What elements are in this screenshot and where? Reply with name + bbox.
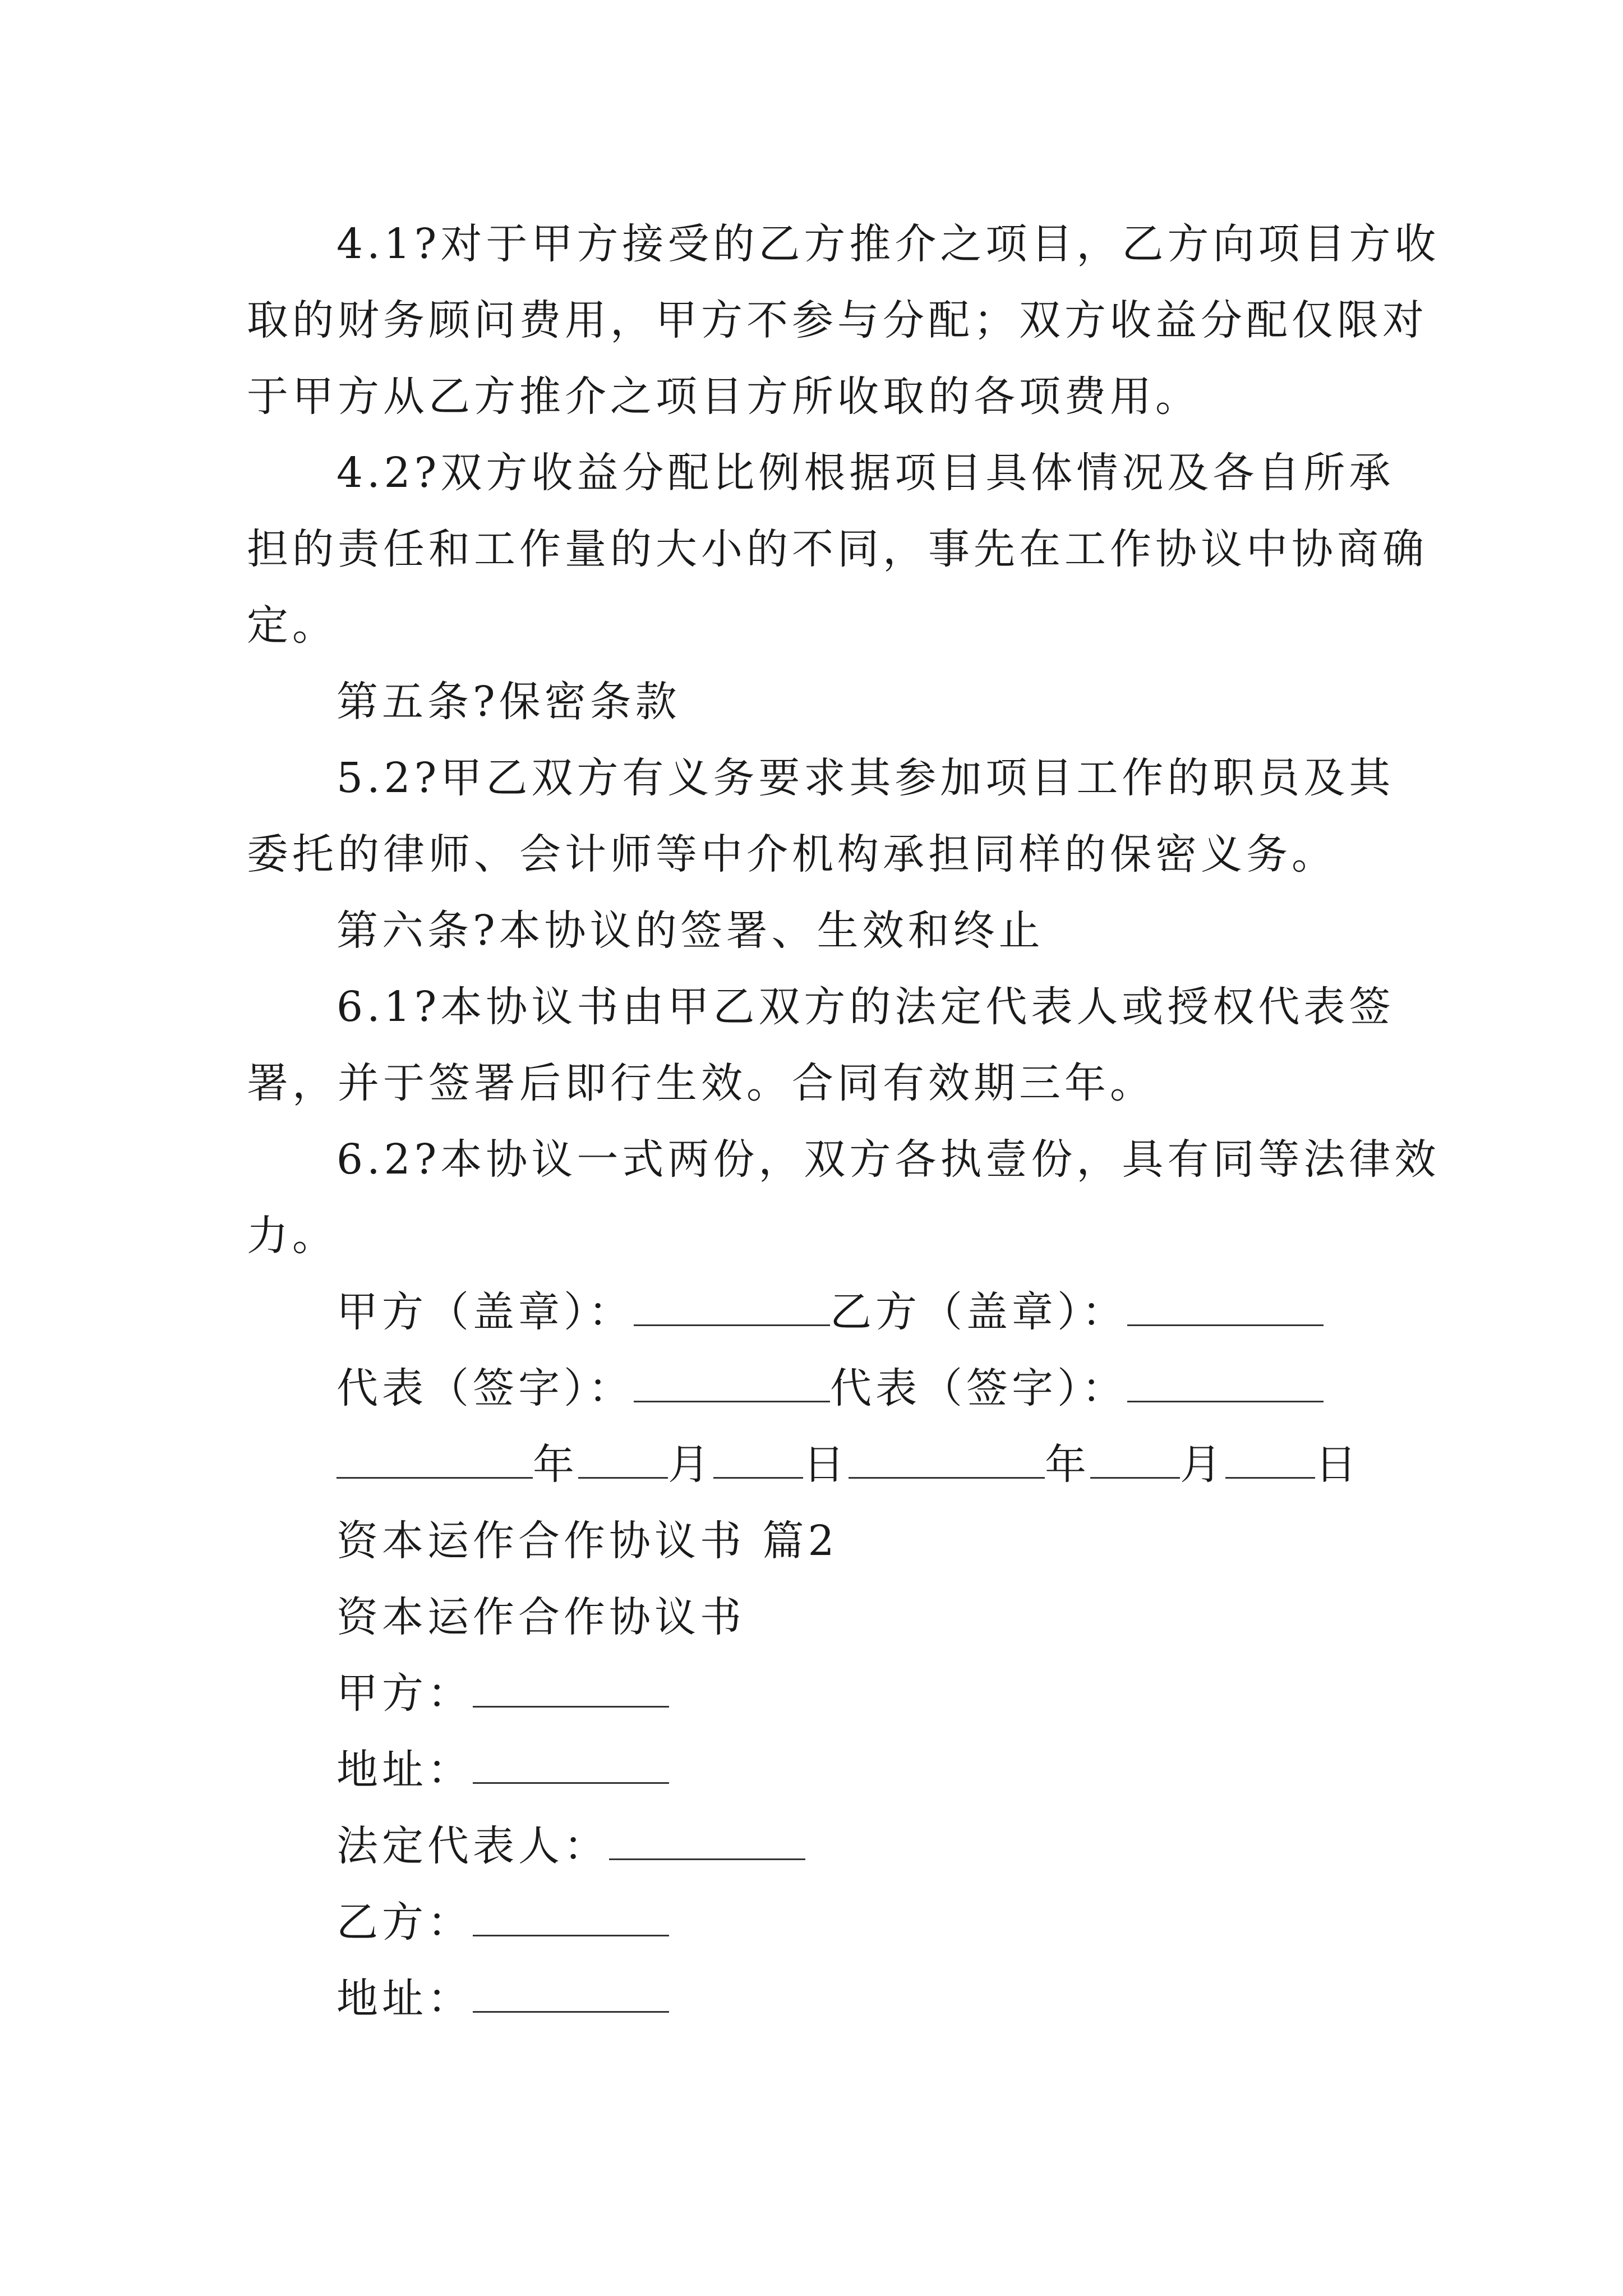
year-b-blank	[849, 1443, 1045, 1479]
legal-rep-row	[336, 1818, 805, 1874]
clause-6-1-line-2: 署，并于签署后即行生效。合同有效期三年。	[247, 1059, 1155, 1107]
day-b-blank	[1225, 1443, 1315, 1479]
month-a-blank	[578, 1443, 668, 1479]
party-a-label: 甲方：	[336, 1669, 473, 1718]
article-6-title: 第六条?本协议的签署、生效和终止	[336, 907, 1044, 955]
rep-b-sign-blank	[1127, 1367, 1324, 1402]
party-a-blank	[473, 1672, 669, 1708]
party-a-row	[336, 1665, 669, 1722]
article-5-title: 第五条?保密条款	[336, 678, 681, 726]
clause-6-2-line-2: 力。	[247, 1212, 338, 1260]
part-2-title: 资本运作合作协议书	[336, 1593, 745, 1641]
rep-b-sign-label: 代表（签字）：	[830, 1364, 1127, 1412]
year-a-label: 年	[533, 1441, 578, 1489]
address-b-row	[336, 1971, 669, 2027]
address-a-blank	[473, 1749, 669, 1784]
month-b-label: 月	[1180, 1441, 1225, 1489]
party-b-seal-label: 乙方（盖章）：	[830, 1288, 1127, 1336]
rep-a-sign-blank	[634, 1367, 830, 1402]
year-b-label: 年	[1045, 1441, 1090, 1489]
address-b-blank	[473, 1977, 669, 2013]
clause-6-1-line-1: 6.1?本协议书由甲乙双方的法定代表人或授权代表签	[336, 983, 1395, 1031]
month-b-blank	[1090, 1443, 1180, 1479]
clause-4-1-line-3: 于甲方从乙方推介之项目方所收取的各项费用。	[247, 372, 1201, 421]
party-b-row	[336, 1894, 669, 1950]
day-b-label: 日	[1315, 1441, 1361, 1489]
signature-row	[336, 1360, 1324, 1416]
legal-rep-label: 法定代表人：	[336, 1822, 609, 1870]
clause-4-2-line-2: 担的责任和工作量的大小的不同，事先在工作协议中协商确	[247, 525, 1428, 573]
clause-4-1-line-1: 4.1?对于甲方接受的乙方推介之项目，乙方向项目方收	[336, 220, 1440, 268]
month-a-label: 月	[668, 1441, 713, 1489]
party-a-seal-blank	[634, 1291, 830, 1326]
date-row	[336, 1437, 1361, 1493]
address-a-label: 地址：	[336, 1746, 473, 1794]
address-b-label: 地址：	[336, 1975, 473, 2023]
clause-5-2-line-2: 委托的律师、会计师等中介机构承担同样的保密义务。	[247, 830, 1337, 878]
day-a-label: 日	[803, 1441, 849, 1489]
part-2-heading: 资本运作合作协议书 篇2	[336, 1517, 838, 1565]
year-a-blank	[336, 1443, 533, 1479]
rep-a-sign-label: 代表（签字）：	[336, 1364, 634, 1412]
legal-rep-blank	[609, 1825, 805, 1860]
clause-6-2-line-1: 6.2?本协议一式两份，双方各执壹份，具有同等法律效	[336, 1135, 1440, 1184]
day-a-blank	[713, 1443, 803, 1479]
party-b-label: 乙方：	[336, 1898, 473, 1947]
clause-4-2-line-3: 定。	[247, 601, 338, 650]
clause-4-1-line-2: 取的财务顾问费用，甲方不参与分配；双方收益分配仅限对	[247, 296, 1428, 344]
party-a-seal-label: 甲方（盖章）：	[336, 1288, 634, 1336]
party-b-blank	[473, 1901, 669, 1936]
seal-row	[336, 1284, 1324, 1340]
party-b-seal-blank	[1127, 1291, 1324, 1326]
clause-5-2-line-1: 5.2?甲乙双方有义务要求其参加项目工作的职员及其	[336, 754, 1395, 802]
address-a-row	[336, 1742, 669, 1798]
clause-4-2-line-1: 4.2?双方收益分配比例根据项目具体情况及各自所承	[336, 449, 1395, 497]
